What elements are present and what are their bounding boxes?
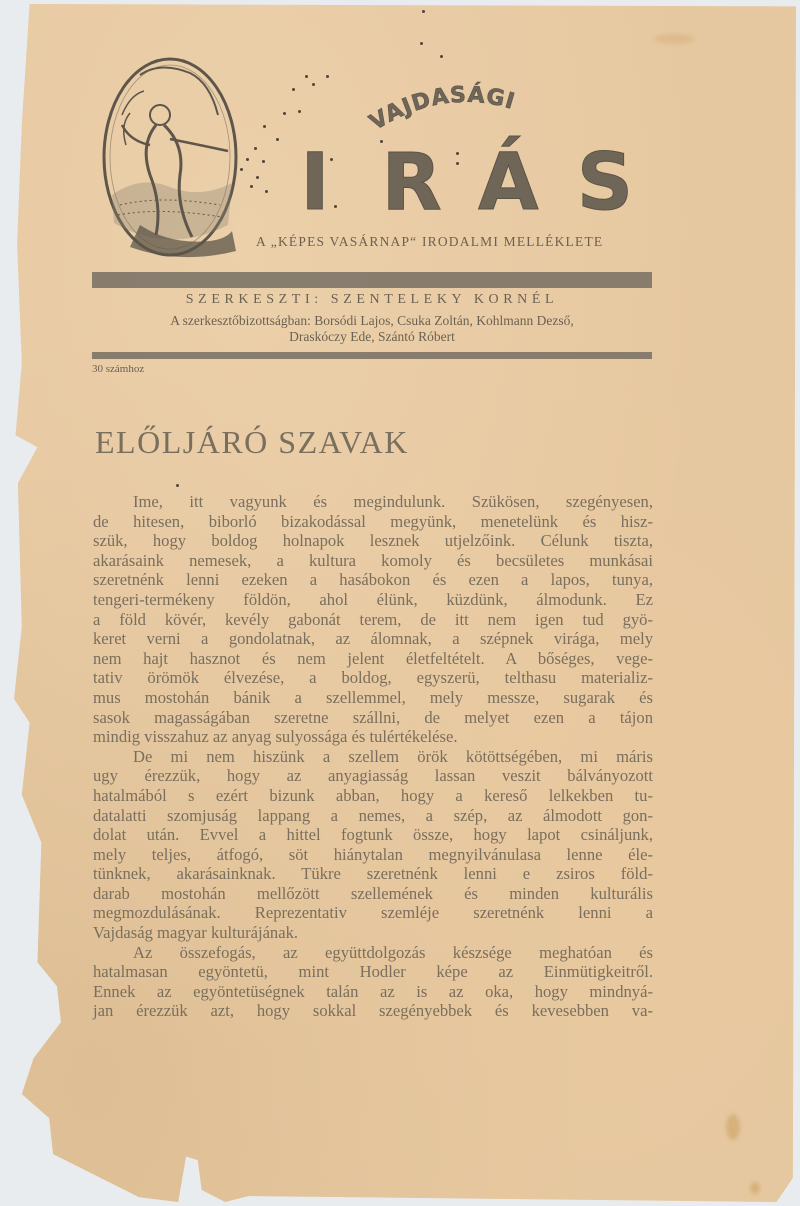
masthead-subtitle: A „KÉPES VASÁRNAP“ IRODALMI MELLÉKLETE [256,234,604,249]
text-line: szük, hogy boldog holnapok lesznek utjelzőink. Célunk tiszta, [93,531,653,551]
text-line: Ime, itt vagyunk és megindulunk. Szükösen, szegényesen, [133,492,653,511]
article-body [93,492,653,1021]
editor-line: SZERKESZTI: SZENTELEKY KORNÉL [185,292,559,307]
text-line: de hitesen, biborló bizakodással megyünk, menetelünk és hisz- [93,511,653,531]
paper-stain [726,1114,740,1140]
article-paragraph [93,492,653,747]
masthead-letter: S [576,138,634,228]
text-line: hatalmasan egyöntetü, mint Hodler képe az Einmütigkeitről. [93,962,653,982]
text-line: akarásaink nemesek, a kultura komoly és becsületes munkásai [93,550,653,570]
issue-note: 30 számhoz [92,363,145,375]
masthead-letter: I [300,138,330,228]
text-line: tengeri-termékeny földön, ahol élünk, küzdünk, álmodunk. Ez [93,589,653,609]
text-line: tativ örömök élvezése, a boldog, egyszerü, telthasu materializ- [93,668,653,688]
text-line: Ennek az egyöntetüségnek talán az is az oka, hogy mindnyá- [93,981,653,1001]
paper-stain [750,1182,760,1194]
text-line: datalatti szomjuság lappang a nemes, a szép, az álmodott gon- [93,805,653,825]
masthead-title-top [360,76,560,136]
text-line: sasok magasságában szeretne szállni, de melyet ezen a tájon [93,707,653,727]
text-line: mely teljes, átfogó, söt hiánytalan megnyilvánulasa lenne éle- [93,844,653,864]
print-speck [176,484,179,487]
text-line: ugy érezzük, hogy az anyagiasság lassan veszit bálványozott [93,766,653,786]
article-paragraph [93,747,653,943]
text-line: De mi nem hiszünk a szellem örök kötöttségében, mi máris [133,746,653,766]
text-line: szeretnénk lenni ezeken a hasábokon és ezen a lapos, tunya, [93,570,653,590]
text-line: Az összefogás, az együttdolgozás készsége meghatóan és [133,942,653,962]
text-line: Vajdaság magyar kulturájának. [93,923,299,943]
text-line: mindig visszahuz az anyag sulyossága és tulértékelése. [93,727,458,747]
committee-line: Draskóczy Ede, Szántó Róbert [289,329,455,344]
text-line: keret verni a gondolatnak, az álomnak, a szépnek virága, mely [93,629,653,649]
header-divider-thick [92,272,652,288]
header-divider-thin [92,352,652,359]
farmer-sowing-emblem [100,55,240,260]
text-line: megmozdulásának. Reprezentativ szemléje szeretnénk lenni a [93,903,653,923]
editorial-committee [88,313,656,345]
text-line: mus mostohán bánik a szellemmel, mely messze, sugarak és [93,687,653,707]
text-line: darab mostohán mellőzött szellemének és minden kulturális [93,883,653,903]
masthead-title-main [280,138,640,228]
masthead-letter: R [381,138,442,228]
svg-text:VAJDASÁGI: VAJDASÁGI [365,82,519,136]
text-line: tünknek, akarásainknak. Tükre szeretnénk lenni e zsiros föld- [93,864,653,884]
text-line: nem hajt hasznot és nem jelent életfeltételt. A bőséges, vege- [93,648,653,668]
article-title: ELŐLJÁRÓ SZAVAK [95,424,409,460]
article-paragraph [93,943,653,1021]
committee-line: A szerkesztőbizottságban: Borsódi Lajos, Csuka Zoltán, Kohlmann Dezső, [170,313,574,328]
text-line: a föld kövér, kevély gabonát terem, de itt nem igen tud gyö- [93,609,653,629]
text-line: hatalmából s ezért bizunk abban, hogy a kereső lelkekben tu- [93,785,653,805]
text-line: jan érezzük azt, hogy sokkal szegényebbek és kevesebben va- [93,1001,653,1021]
masthead-letter: Á [478,138,539,228]
text-line: dolat után. Evvel a hittel fogtunk össze, hogy lapot csináljunk, [93,825,653,845]
paper-stain [654,34,694,44]
